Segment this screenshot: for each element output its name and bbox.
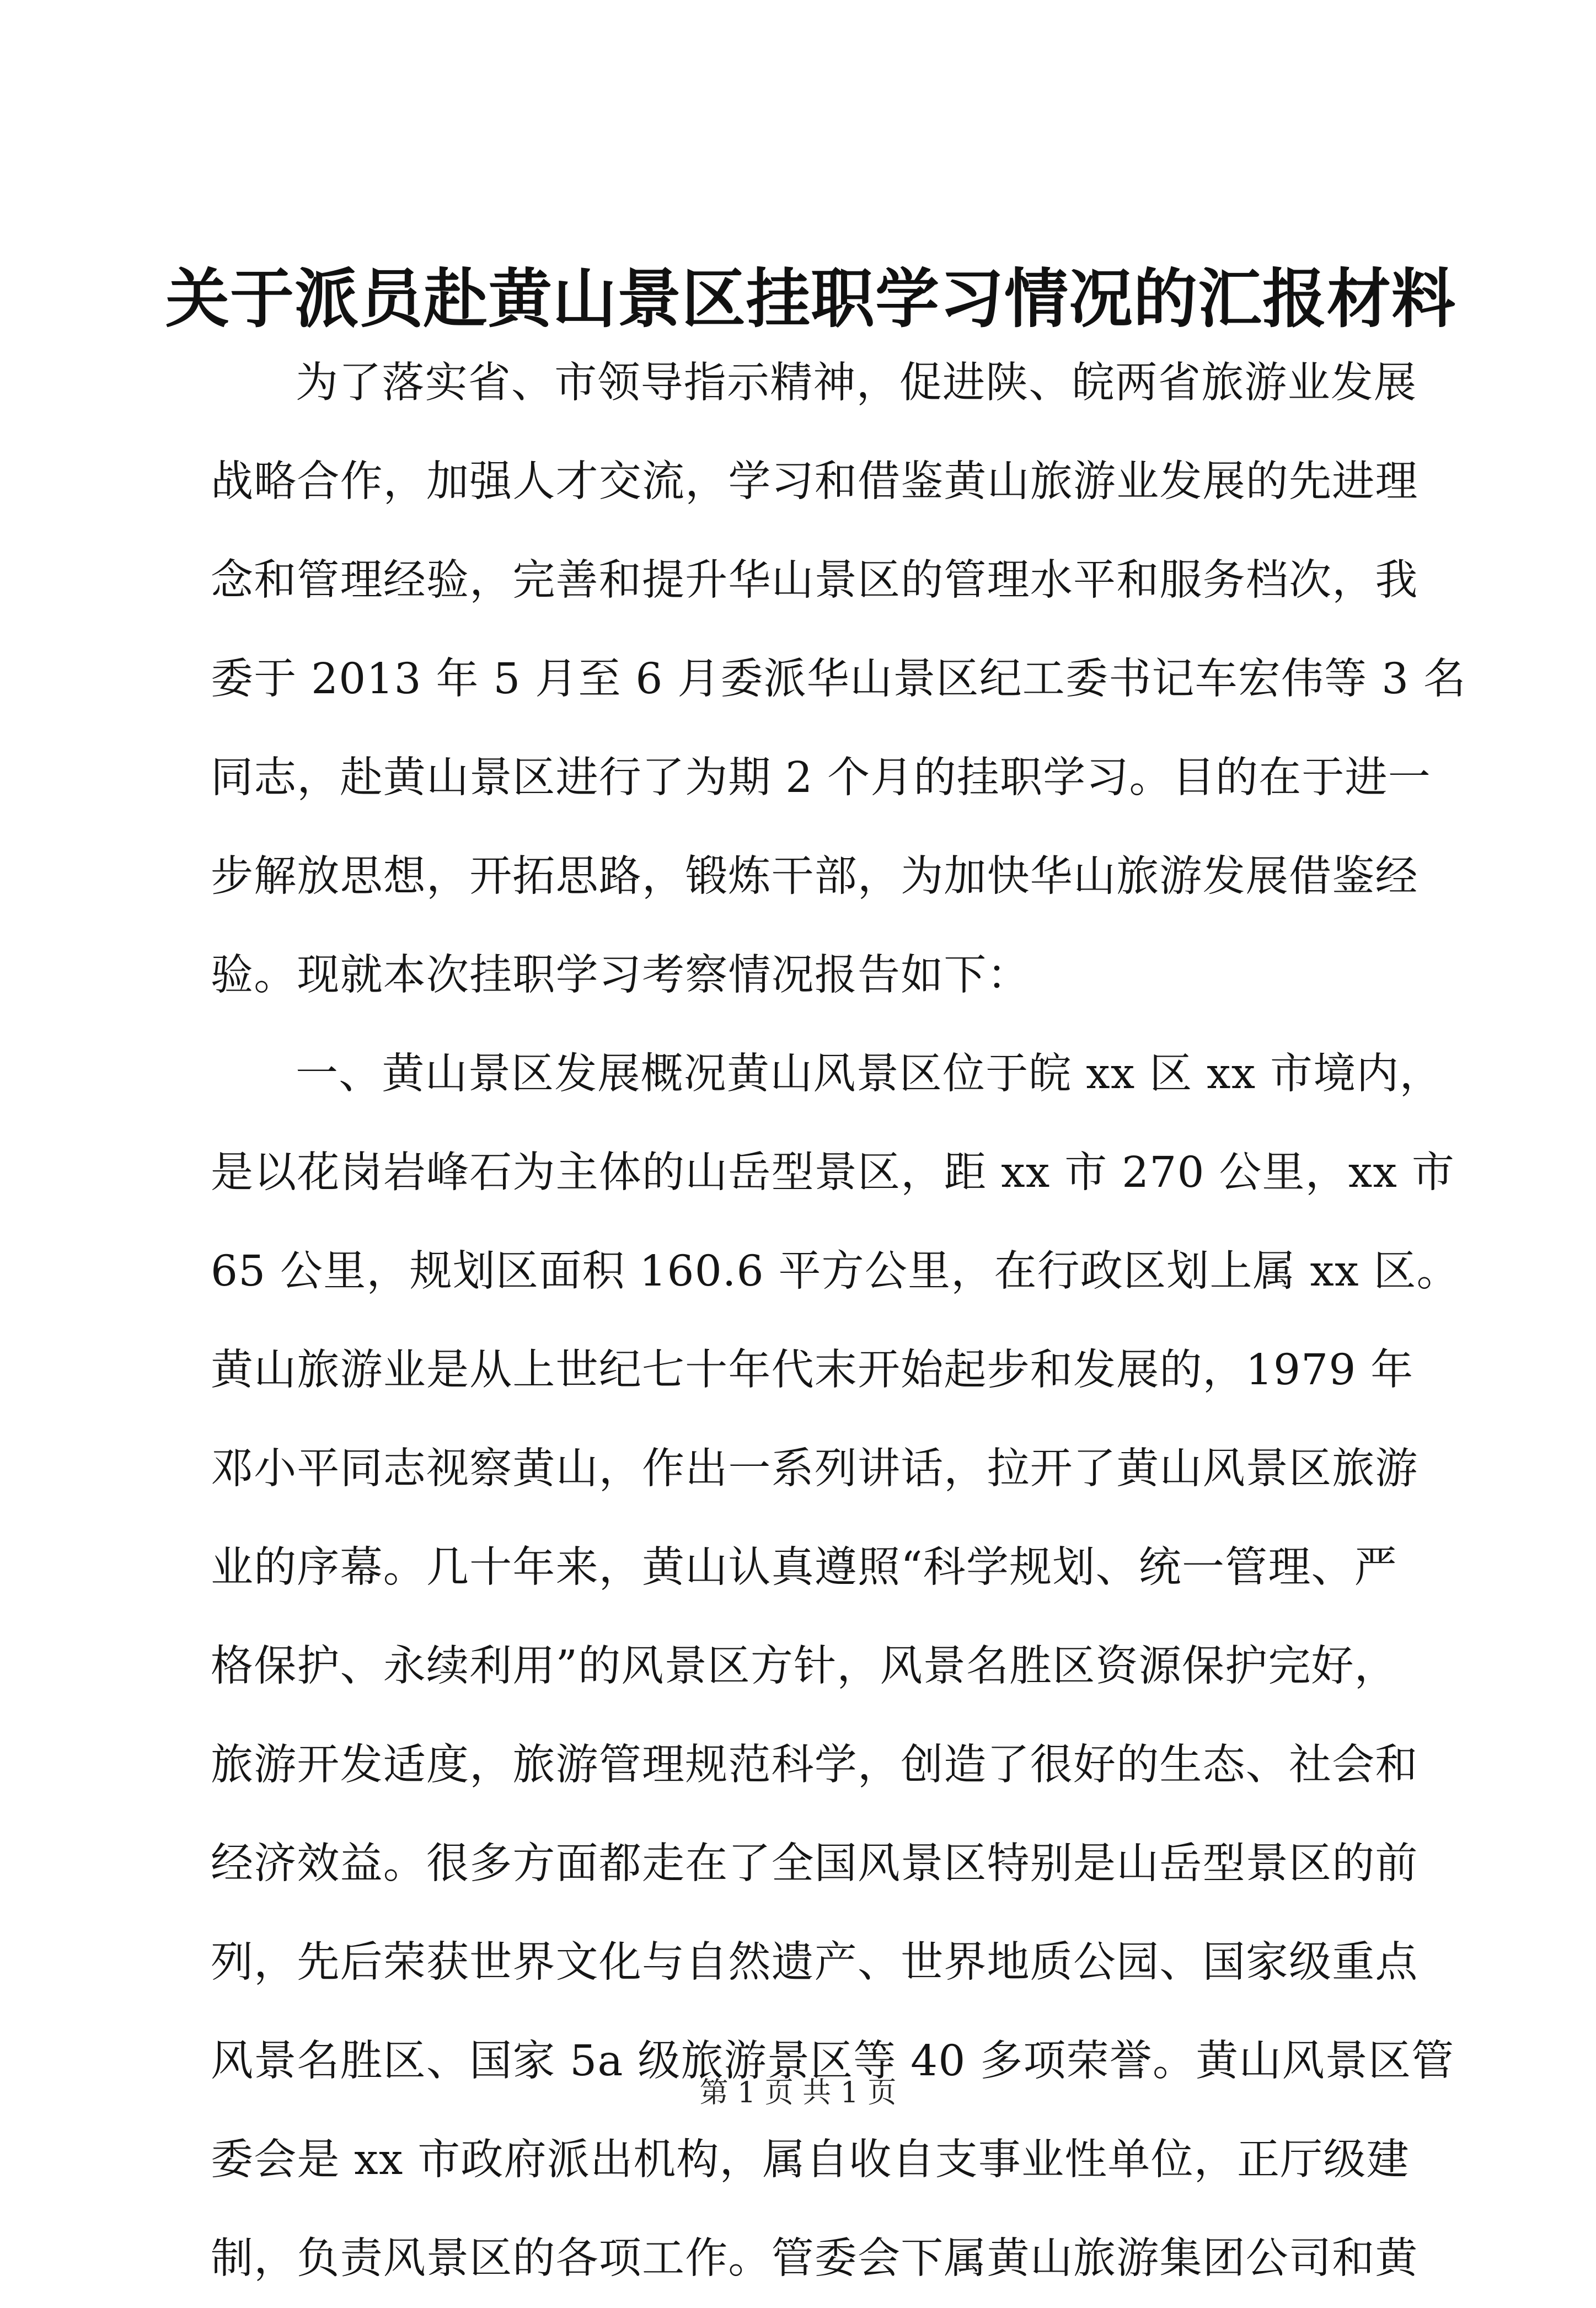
body-line: 邓小平同志视察黄山，作出一系列讲话，拉开了黄山风景区旅游 [211, 1444, 1418, 1493]
body-line: 格保护、永续利用”的风景区方针，风景名胜区资源保护完好， [211, 1642, 1397, 1691]
document-title: 关于派员赴黄山景区挂职学习情况的汇报材料 [165, 261, 1456, 336]
body-line: 同志，赴黄山景区进行了为期 2 个月的挂职学习。目的在于进一 [211, 753, 1431, 802]
body-line: 经济效益。很多方面都走在了全国风景区特别是山岳型景区的前 [211, 1839, 1418, 1888]
body-line: 65 公里，规划区面积 160.6 平方公里，在行政区划上属 xx 区。 [211, 1247, 1460, 1296]
body-line: 为了落实省、市领导指示精神，促进陕、皖两省旅游业发展 [296, 358, 1417, 408]
page-footer: 第 1 页 共 1 页 [699, 2076, 897, 2109]
body-line: 念和管理经验，完善和提升华山景区的管理水平和服务档次，我 [211, 556, 1418, 605]
body-line: 委于 2013 年 5 月至 6 月委派华山景区纪工委书记车宏伟等 3 名 [211, 655, 1467, 704]
body-line: 风景名胜区、国家 5a 级旅游景区等 40 多项荣誉。黄山风景区管 [211, 2037, 1455, 2086]
body-line: 验。现就本次挂职学习考察情况报告如下： [211, 951, 1030, 1000]
document-body [211, 334, 1467, 2308]
body-line: 旅游开发适度，旅游管理规范科学，创造了很好的生态、社会和 [211, 1741, 1418, 1790]
body-line: 步解放思想，开拓思路，锻炼干部，为加快华山旅游发展借鉴经 [211, 852, 1418, 901]
body-line: 是以花岗岩峰石为主体的山岳型景区，距 xx 市 270 公里，xx 市 [211, 1148, 1455, 1197]
body-line: 战略合作，加强人才交流，学习和借鉴黄山旅游业发展的先进理 [211, 457, 1418, 506]
body-line: 一、黄山景区发展概况黄山风景区位于皖 xx 区 xx 市境内， [296, 1049, 1443, 1099]
body-line: 委会是 xx 市政府派出机构，属自收自支事业性单位，正厅级建 [211, 2135, 1410, 2184]
body-line: 列，先后荣获世界文化与自然遗产、世界地质公园、国家级重点 [211, 1938, 1418, 1987]
body-line: 业的序幕。几十年来，黄山认真遵照“科学规划、统一管理、严 [211, 1543, 1397, 1592]
body-line: 制，负责风景区的各项工作。管委会下属黄山旅游集团公司和黄 [211, 2234, 1418, 2283]
body-line: 黄山旅游业是从上世纪七十年代末开始起步和发展的，1979 年 [211, 1346, 1414, 1395]
